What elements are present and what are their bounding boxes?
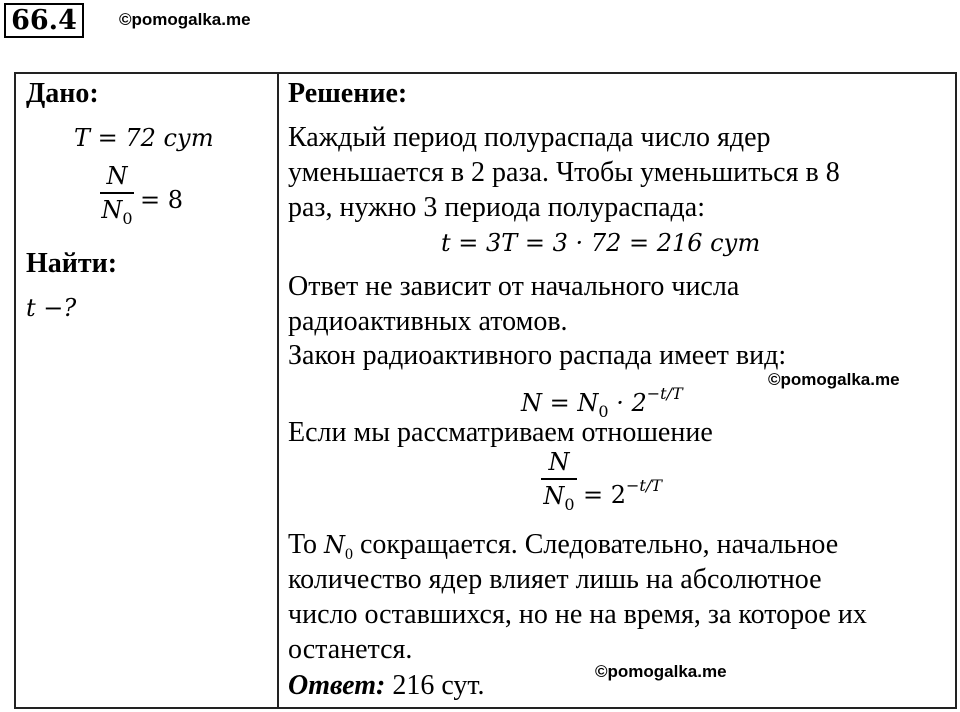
solution-table — [14, 72, 957, 709]
given-column — [16, 74, 279, 707]
solution-line-2: уменьшается в 2 раза. Чтобы уменьшиться в 8 — [288, 157, 840, 188]
solution-line-1: Каждый период полураспада число ядер — [288, 122, 771, 153]
find-title: Найти: — [26, 248, 118, 279]
given-ratio-value: = 8 — [140, 186, 184, 214]
watermark-middle: ©pomogalka.me — [768, 370, 900, 389]
solution-title: Решение: — [288, 78, 408, 109]
ratio-fraction — [541, 448, 577, 519]
formula-decay-law: $N = N_0 \cdot 2^{-t/T}$ — [521, 384, 683, 421]
ratio-rhs: = $2^{-t/T}$ — [583, 476, 662, 509]
ratio-fraction-denominator: $N_0$ — [543, 482, 575, 514]
solution-line-8: То $N_0$ сокращается. Следовательно, начальное — [288, 529, 839, 563]
fraction-bar-2 — [541, 478, 577, 480]
given-title: Дано: — [26, 78, 99, 109]
solution-line-10: число оставшихся, но не на время, за которое их — [288, 599, 867, 630]
solution-line-6: Закон радиоактивного распада имеет вид: — [288, 340, 787, 371]
ratio-numerator: N — [106, 162, 128, 190]
fraction-bar — [100, 192, 134, 194]
formula-time: t = 3T = 3 · 72 = 216 сут — [441, 229, 761, 257]
answer-line — [288, 670, 485, 702]
problem-number: 66.4 — [4, 3, 84, 38]
solution-line-7: Если мы рассматриваем отношение — [288, 417, 713, 448]
answer-value: 216 сут. — [385, 670, 485, 701]
solution-line-5: радиоактивных атомов. — [288, 306, 568, 337]
ratio-fraction-numerator: N — [548, 448, 570, 476]
solution-line-11: останется. — [288, 634, 413, 665]
solution-line-4: Ответ не зависит от начального числа — [288, 271, 740, 302]
solution-column — [279, 74, 955, 707]
solution-line-9: количество ядер влияет лишь на абсолютное — [288, 564, 822, 595]
watermark-bottom: ©pomogalka.me — [595, 662, 727, 681]
solution-line-3: раз, нужно 3 периода полураспада: — [288, 192, 706, 223]
answer-label: Ответ: — [288, 670, 386, 701]
watermark-top: ©pomogalka.me — [119, 10, 251, 29]
find-value: t −? — [26, 294, 77, 322]
given-period — [74, 122, 214, 154]
given-ratio-fraction — [100, 162, 134, 233]
given-period-text: T = 72 сут — [74, 124, 214, 152]
ratio-denominator: $N_0$ — [101, 196, 133, 228]
